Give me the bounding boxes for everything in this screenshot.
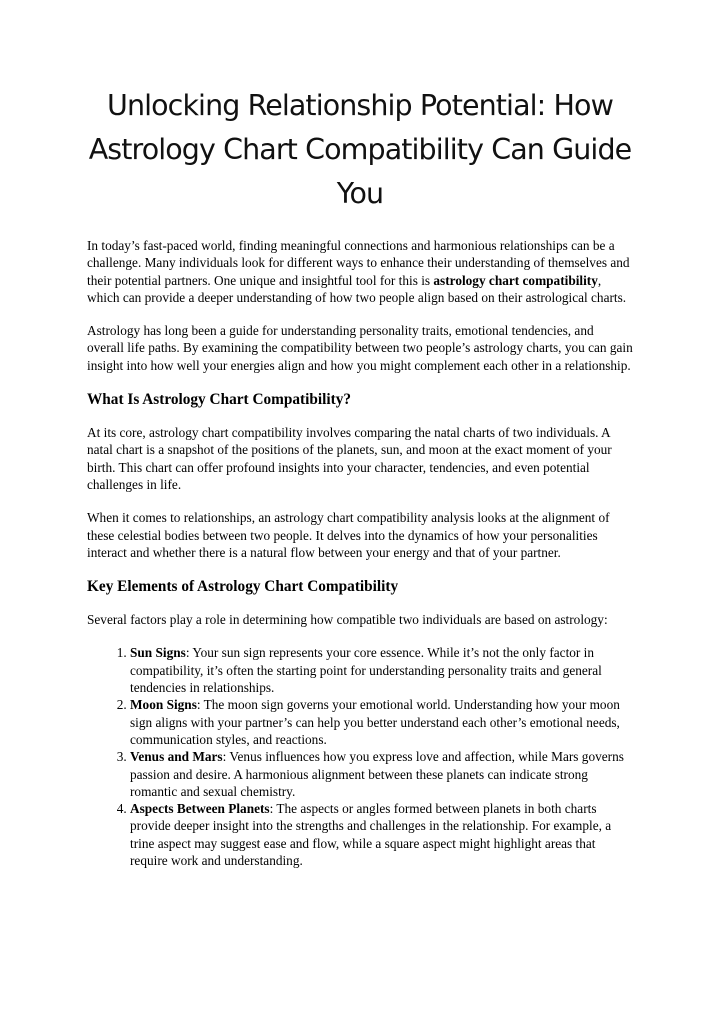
list-item-text: : The moon sign governs your emotional world. Understanding how your moon sign aligns with your partner’s can help you better understand each other’s emotional needs, communication styles, and reactions. [130,697,620,747]
list-item [130,696,633,748]
list-item [130,800,633,869]
intro-text-before: In today’s fast-paced world, finding meaningful connections and harmonious relationships can be a challenge. Many individuals look for different ways to enhance their understanding of themselves and their potential partners. One unique and insightful tool for this is [87,238,630,288]
section1-paragraph-1: At its core, astrology chart compatibility involves comparing the natal charts of two individuals. A natal chart is a snapshot of the positions of the planets, sun, and moon at the exact moment of your birth. This chart can offer profound insights into your character, tendencies, and even potential challenges in life. [87,425,612,492]
intro-bold-term: astrology chart compatibility [433,272,598,288]
list-item-term: Sun Signs [130,645,186,661]
section2-intro-paragraph: Several factors play a role in determining how compatible two individuals are based on astrology: [87,612,608,628]
intro-text-after: , which can provide a deeper understanding of how two people align based on their astrological charts. [87,272,627,305]
document-page [87,84,633,869]
list-item-term: Venus and Mars [130,749,223,765]
list-item-text: : Venus influences how you express love and affection, while Mars governs passion and desire. A harmonious alignment between these planets can indicate strong romantic and sexual chemistry. [130,749,624,799]
intro-paragraph-2: Astrology has long been a guide for understanding personality traits, emotional tendencies, and overall life paths. By examining the compatibility between two people’s astrology charts, you can gain insight into how well your energies align and how you might complement each other in a relationship. [87,323,633,373]
list-item-text: : The aspects or angles formed between planets in both charts provide deeper insight into the strengths and challenges in the relationship. For example, a trine aspect may suggest ease and flow, while a square aspect might highlight areas that require work and understanding. [130,801,612,869]
list-item [130,748,633,800]
list-item-term: Aspects Between Planets [130,801,270,817]
list-item-text: : Your sun sign represents your core essence. While it’s not the only factor in compatibility, it’s often the starting point for understanding personality traits and general tendencies in relationships. [130,645,602,696]
section-heading-what-is: What Is Astrology Chart Compatibility? [87,391,352,409]
section-heading-key-elements: Key Elements of Astrology Chart Compatibility [87,578,399,596]
list-item-term: Moon Signs [130,697,197,713]
list-item [130,644,633,696]
section1-paragraph-2: When it comes to relationships, an astrology chart compatibility analysis looks at the alignment of these celestial bodies between two people. It delves into the dynamics of how your personalities interact and whether there is a natural flow between your energy and that of your partner. [87,510,610,560]
intro-paragraph-1 [87,237,633,306]
factors-list [87,644,633,869]
document-title: Unlocking Relationship Potential: How Astrology Chart Compatibility Can Guide You [88,89,632,210]
